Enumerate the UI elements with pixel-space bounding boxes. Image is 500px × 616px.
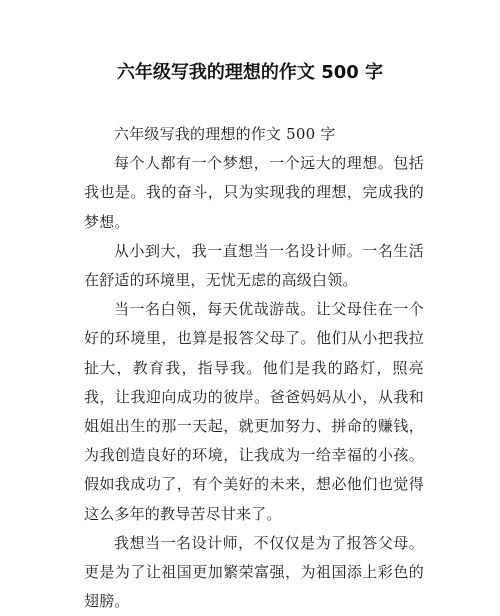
document-body — [84, 120, 424, 616]
document-title: 六年级写我的理想的作文 500 字 — [116, 62, 384, 83]
paragraph: 六年级写我的理想的作文 500 字 — [114, 125, 336, 143]
paragraph: 每个人都有一个梦想，一个远大的理想。包括我也是。我的奋斗，只为实现我的理想，完成我的梦想。 — [84, 154, 424, 231]
paragraph: 当一名白领，每天优哉游哉。让父母住在一个好的环境里，也算是报答父母了。他们从小把我拉扯大，教育我，指导我。他们是我的路灯，照亮我，让我迎向成功的彼岸。爸爸妈妈从小，从我和姐姐出生的那一天起，就更加努力、拼命的赚钱，为我创造良好的环境，让我成为一给幸福的小孩。假如我成功了，有个美好的未来，想必他们也觉得这么多年的教导苦尽甘来了。 — [84, 300, 424, 523]
paragraph: 从小到大，我一直想当一名设计师。一名生活在舒适的环境里，无忧无虑的高级白领。 — [84, 241, 424, 290]
paragraph: 我想当一名设计师，不仅仅是为了报答父母。更是为了让祖国更加繁荣富强，为祖国添上彩色的翅膀。 — [84, 533, 424, 611]
